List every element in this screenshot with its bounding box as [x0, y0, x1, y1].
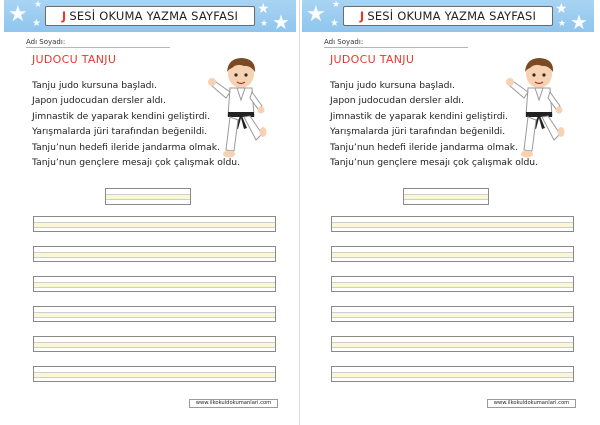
- name-field[interactable]: [324, 38, 468, 48]
- title-text: SESİ OKUMA YAZMA SAYFASI: [367, 9, 537, 23]
- story-line: Tanju’nun gençlere mesajı çok çalışmak oldu.: [32, 157, 241, 169]
- story-title: JUDOCU TANJU: [330, 53, 415, 66]
- star-icon: ★: [306, 2, 326, 27]
- judo-kid-illustration: [204, 54, 268, 170]
- worksheet-title: [45, 6, 255, 26]
- star-icon: ★: [260, 19, 269, 29]
- writing-line[interactable]: [33, 306, 276, 322]
- story-line: Tanju judo kursuna başladı.: [330, 80, 455, 91]
- writing-line[interactable]: [33, 276, 276, 292]
- writing-line[interactable]: [331, 306, 574, 322]
- star-icon: ★: [34, 0, 43, 10]
- name-label: Adı Soyadı:: [324, 38, 364, 46]
- star-icon: ★: [272, 10, 290, 32]
- worksheet-page-left: [4, 0, 296, 425]
- title-letter: J: [61, 9, 67, 23]
- worksheet-title: [343, 6, 553, 26]
- page-divider: [299, 0, 300, 425]
- story-line: Japon judocudan dersler aldı.: [330, 95, 464, 107]
- footer-url: www.ilkokuldokumanlari.com: [487, 399, 576, 408]
- writing-line[interactable]: [33, 366, 276, 382]
- story-line: Tanju’nun hedefi ileride jandarma olmak.: [330, 141, 518, 153]
- footer-url: www.ilkokuldokumanlari.com: [189, 399, 278, 408]
- writing-line[interactable]: [331, 366, 574, 382]
- star-icon: ★: [257, 1, 270, 17]
- star-icon: ★: [32, 18, 41, 29]
- name-field[interactable]: [26, 38, 170, 48]
- writing-line[interactable]: [331, 276, 574, 292]
- story-line: Jimnastik de yaparak kendini geliştirdi.: [330, 110, 509, 122]
- judo-kid-illustration: [502, 54, 566, 170]
- star-icon: ★: [332, 0, 341, 10]
- writing-line[interactable]: [33, 216, 276, 232]
- writing-line[interactable]: [33, 246, 276, 262]
- writing-box-short[interactable]: [105, 188, 191, 205]
- worksheet-page-right: [302, 0, 594, 425]
- writing-line[interactable]: [331, 216, 574, 232]
- star-icon: ★: [570, 10, 588, 32]
- story-line: Jimnastik de yaparak kendini geliştirdi.: [32, 110, 211, 122]
- story-line: Tanju judo kursuna başladı.: [32, 80, 157, 91]
- star-icon: ★: [555, 1, 568, 17]
- header-banner: [4, 0, 296, 32]
- star-icon: ★: [8, 2, 28, 27]
- star-icon: ★: [330, 18, 339, 29]
- story-line: Japon judocudan dersler aldı.: [32, 95, 166, 107]
- story-line: Tanju’nun gençlere mesajı çok çalışmak oldu.: [330, 157, 539, 169]
- story-line: Yarışmalarda jüri tarafından beğenildi.: [32, 126, 208, 138]
- header-banner: [302, 0, 594, 32]
- writing-line[interactable]: [331, 336, 574, 352]
- writing-box-short[interactable]: [403, 188, 489, 205]
- story-line: Yarışmalarda jüri tarafından beğenildi.: [330, 126, 506, 138]
- story-line: Tanju’nun hedefi ileride jandarma olmak.: [32, 141, 220, 153]
- title-letter: J: [359, 9, 365, 23]
- writing-line[interactable]: [33, 336, 276, 352]
- title-text: SESİ OKUMA YAZMA SAYFASI: [69, 9, 239, 23]
- writing-line[interactable]: [331, 246, 574, 262]
- story-title: JUDOCU TANJU: [32, 53, 117, 66]
- name-label: Adı Soyadı:: [26, 38, 66, 46]
- star-icon: ★: [558, 19, 567, 29]
